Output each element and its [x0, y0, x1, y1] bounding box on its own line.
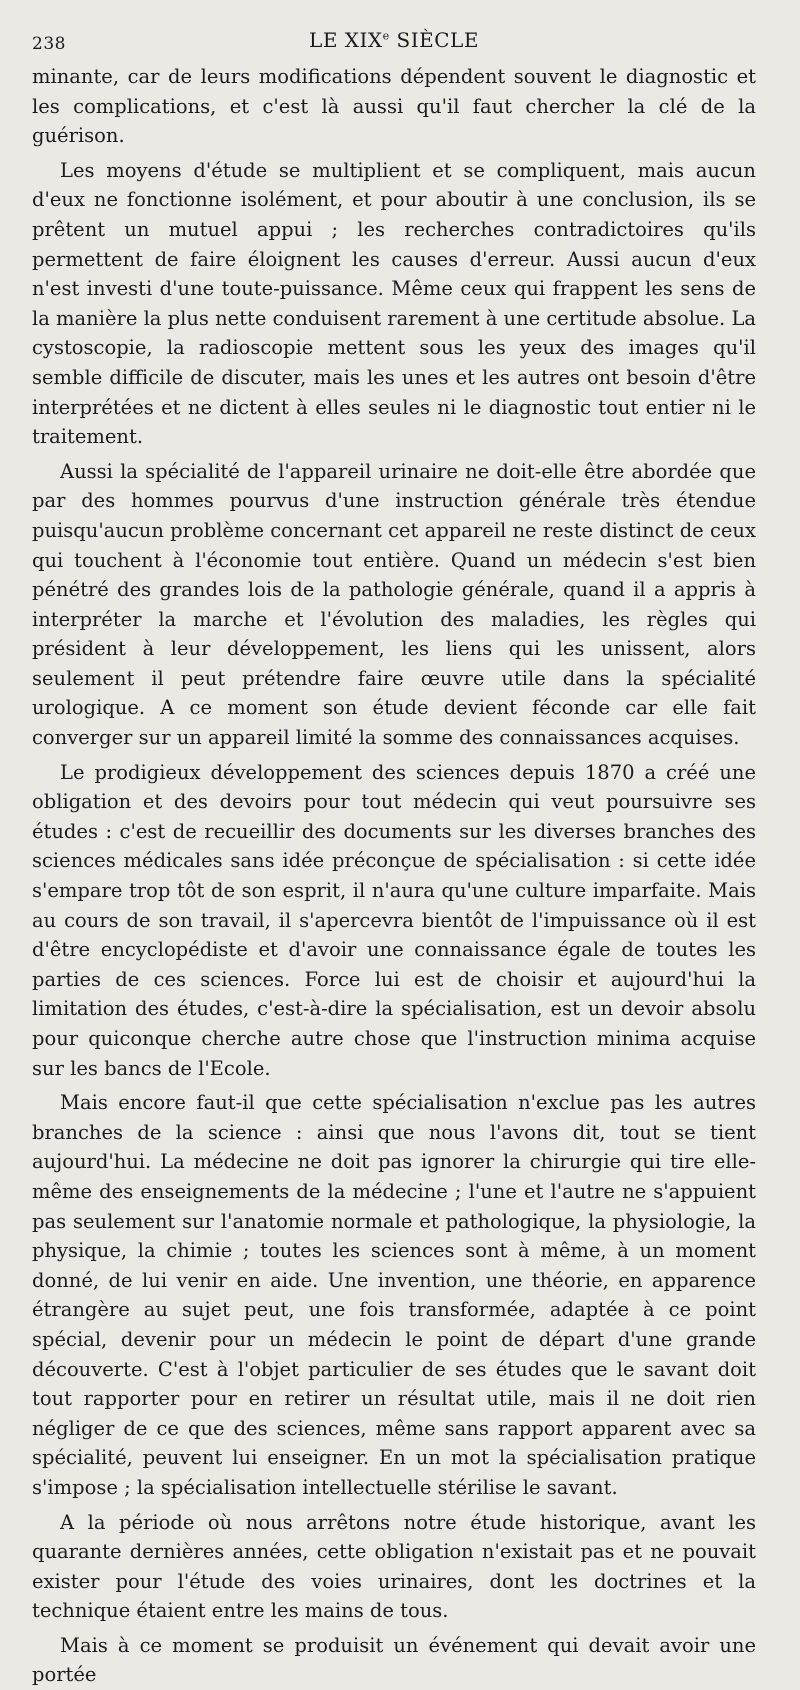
paragraph: A la période où nous arrêtons notre étude historique, avant les quarante dernières années, cette obligation n'existait pas et ne pouvait exister pour l'étude des voies urinaires, dont les doctrines et la technique étaient entre les mains de tous.: [32, 1510, 756, 1623]
running-title-rest: SIÈCLE: [389, 28, 479, 52]
paragraph: Mais encore faut-il que cette spécialisation n'exclue pas les autres branches de la science : ainsi que nous l'avons dit, tout se tient aujourd'hui. La médecine ne doit pas ignorer la chirurgie qui tire elle-même des enseignements de la médecine ; l'une et l'autre ne s'appuient pas seulement sur l'anatomie normale et pathologique, la physiologie, la physique, la chimie ; toutes les sciences sont à même, à un moment donné, de lui venir en aide. Une invention, une théorie, en apparence étrangère au sujet peut, une fois transformée, adaptée à ce point spécial, devenir pour un médecin le point de départ d'une grande découverte. C'est à l'objet particulier de ses études que le savant doit tout rapporter pour en retirer un résultat utile, mais il ne doit rien négliger de ce que des sciences, même sans rapport apparent avec sa spécialité, peuvent lui enseigner. En un mot la spécialisation pratique s'impose ; la spécialisation intellectuelle stérilise le savant.: [32, 1091, 756, 1499]
paragraph: Le prodigieux développement des sciences depuis 1870 a créé une obligation et des devoirs pour tout médecin qui veut poursuivre ses études : c'est de recueillir des documents sur les diverses branches des sciences médicales sans idée préconçue de spécialisation : si cette idée s'empare trop tôt de son esprit, il n'aura qu'une culture imparfaite. Mais au cours de son travail, il s'apercevra bientôt de l'impuissance où il est d'être encyclopédiste et d'avoir une connaissance égale de toutes les parties de ces sciences. Force lui est de choisir et aujourd'hui la limitation des études, c'est-à-dire la spécialisation, est un devoir absolu pour quiconque cherche autre chose que l'instruction minima acquise sur les bancs de l'Ecole.: [32, 760, 756, 1080]
paragraph: Mais à ce moment se produisit un événement qui devait avoir une portée: [32, 1633, 756, 1687]
paragraph: Les moyens d'étude se multiplient et se compliquent, mais aucun d'eux ne fonctionne isolément, et pour aboutir à une conclusion, ils se prêtent un mutuel appui ; les recherches contradictoires qu'ils permettent de faire éloignent les causes d'erreur. Aussi aucun d'eux n'est investi d'une toute-puissance. Même ceux qui frappent les sens de la manière la plus nette conduisent rarement à une certitude absolue. La cystoscopie, la radioscopie mettent sous les yeux des images qu'il semble difficile de discuter, mais les unes et les autres ont besoin d'être interprétées et ne dictent à elles seules ni le diagnostic tout entier ni le traitement.: [32, 158, 757, 449]
page-number: 238: [32, 34, 66, 54]
paragraph: Aussi la spécialité de l'appareil urinaire ne doit-elle être abordée que par des hommes pourvus d'une instruction générale très étendue puisqu'aucun problème concernant cet appareil ne reste distinct de ceux qui touchent à l'économie tout entière. Quand un médecin s'est bien pénétré des grandes lois de la pathologie générale, quand il a appris à interpréter la marche et l'évolution des maladies, les règles qui président à leur développement, les liens qui les unissent, alors seulement il peut prétendre faire œuvre utile dans la spécialité urologique. A ce moment son étude devient féconde car elle fait converger sur un appareil limité la somme des connaissances acquises.: [32, 459, 756, 750]
paragraph-continued: minante, car de leurs modifications dépendent souvent le diagnostic et les complications, et c'est là aussi qu'il faut chercher la clé de la guérison.: [32, 65, 756, 148]
running-head: [32, 22, 756, 58]
running-title-superscript: e: [382, 29, 390, 43]
body-text: [32, 62, 756, 1690]
running-title: [32, 28, 756, 52]
running-title-main: LE XIX: [309, 28, 383, 52]
